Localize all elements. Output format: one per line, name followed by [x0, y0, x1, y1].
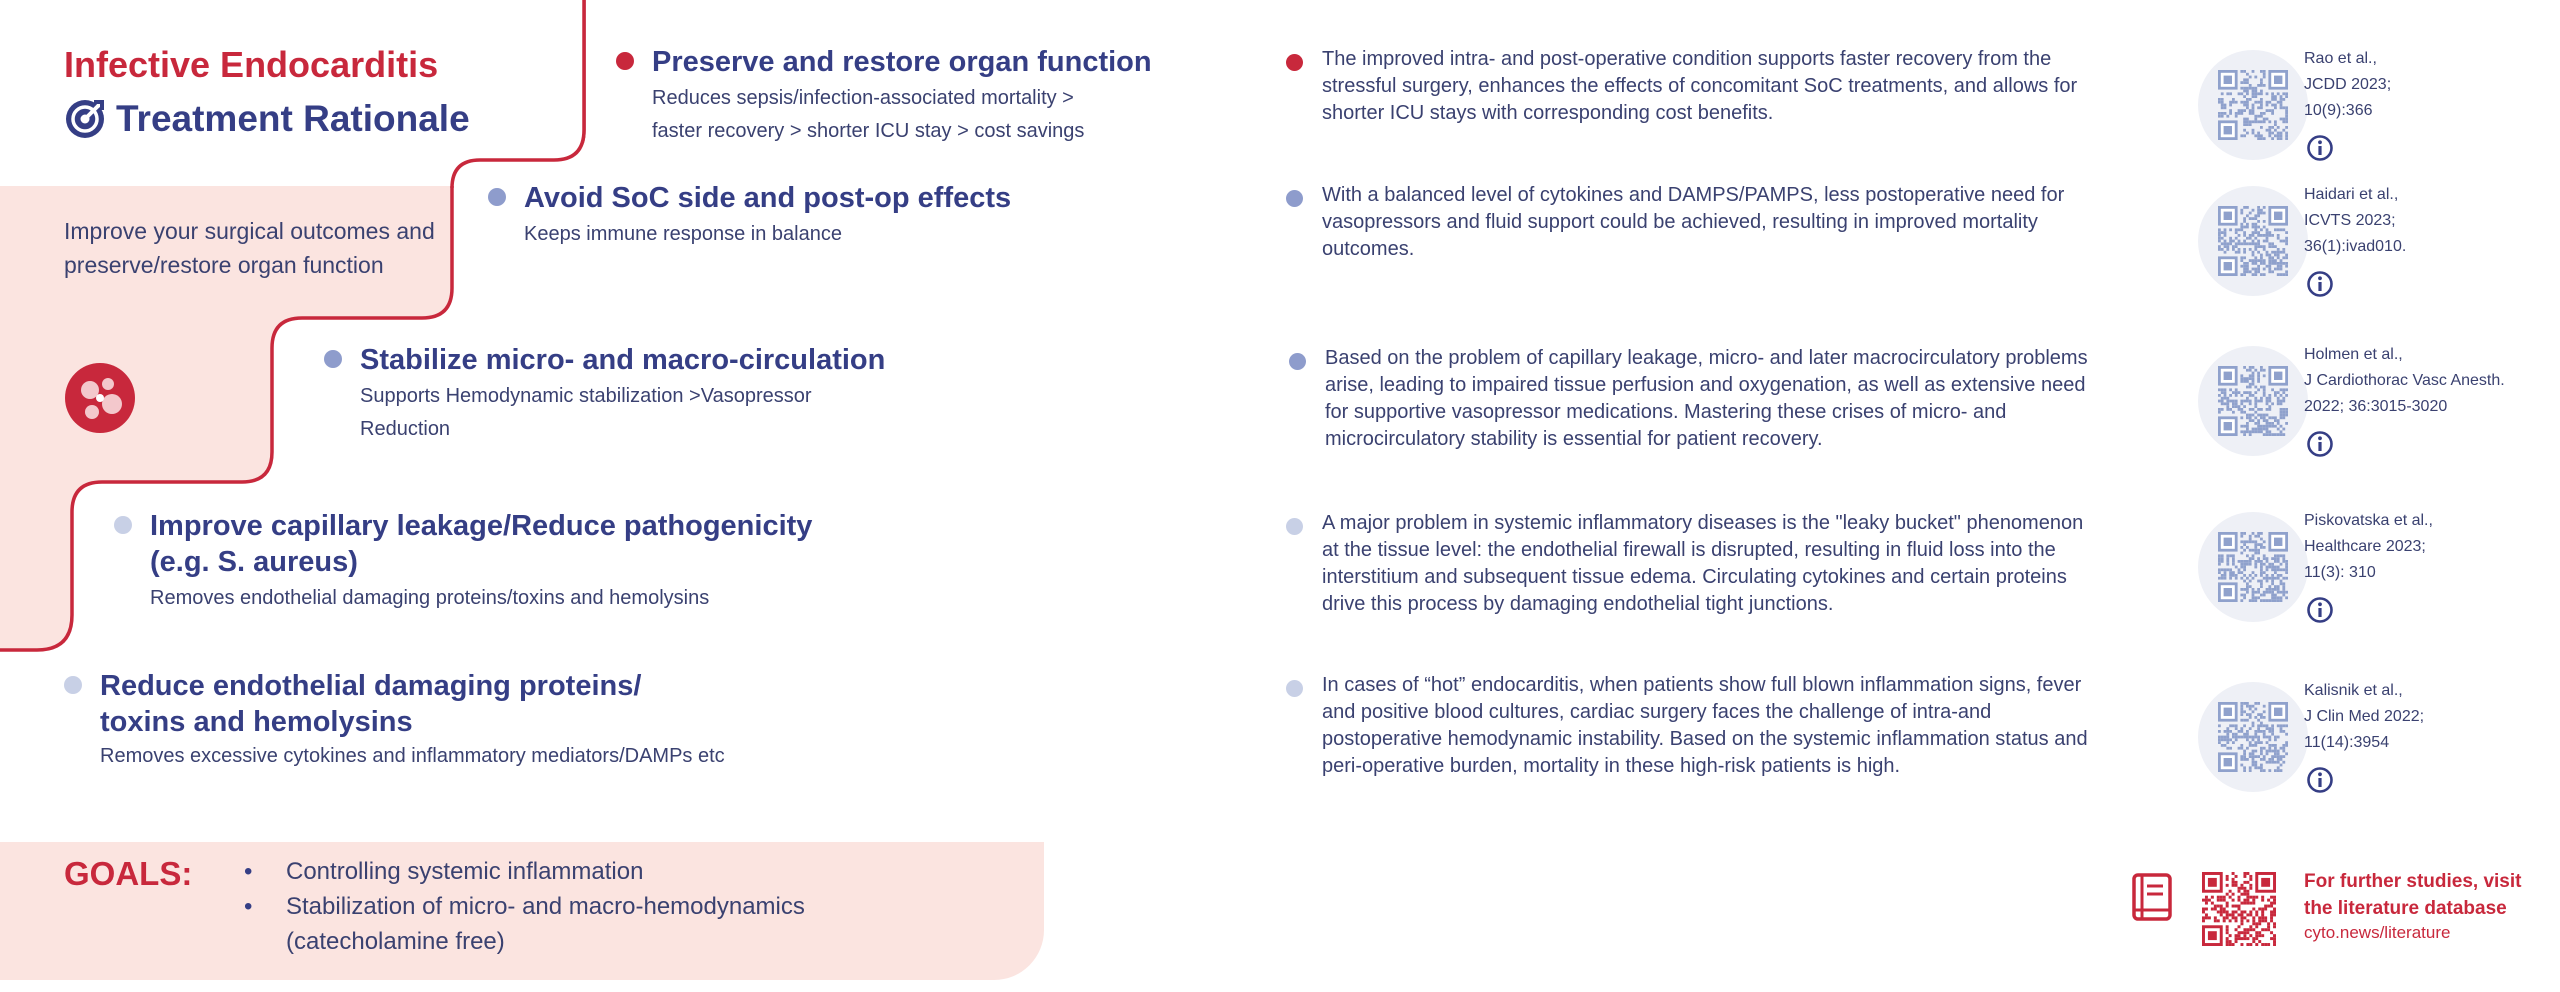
- explanation-line: for supportive vasopressor medications. Mastering these crises of micro- and: [1325, 401, 2007, 423]
- step-1: [652, 44, 1152, 148]
- step-4-bullet: [114, 516, 132, 534]
- reference-line: Rao et al.,: [2304, 50, 2377, 67]
- reference-line: 11(3): 310: [2304, 564, 2376, 581]
- step-5: [100, 668, 725, 773]
- reference-4: [2304, 508, 2433, 586]
- reference-2: [2304, 182, 2406, 260]
- step-3: [360, 342, 885, 446]
- explanation-line: The improved intra- and post-operative condition supports faster recovery from the: [1322, 48, 2052, 70]
- further-studies-line: the literature database: [2304, 898, 2507, 919]
- qr-code-icon: [2218, 206, 2288, 276]
- goals-item-line: Controlling systemic inflammation: [286, 858, 644, 885]
- qr-code-icon: [2218, 532, 2288, 602]
- explanation-line: A major problem in systemic inflammatory diseases is the "leaky bucket" phenomenon: [1322, 512, 2084, 534]
- goals-bullet: •: [244, 858, 253, 885]
- reference-3-qr[interactable]: [2198, 346, 2308, 456]
- staircase-top-mask: [0, 0, 584, 186]
- explanation-line: stressful surgery, enhances the effects of concomitant SoC treatments, and allows for: [1322, 75, 2078, 97]
- further-studies-text: [2304, 868, 2544, 922]
- step-3-sub: [360, 380, 885, 446]
- step-5-sub: [100, 740, 725, 773]
- goals-item-line: (catecholamine free): [286, 928, 505, 955]
- explanation-line: microcirculatory stability is essential for patient recovery.: [1325, 428, 1823, 450]
- goals-label: GOALS:: [64, 855, 193, 892]
- step-5-heading: [100, 668, 725, 740]
- title-line-1: Infective Endocarditis: [64, 44, 439, 85]
- step-4-heading: [150, 508, 812, 580]
- reference-line: 10(9):366: [2304, 102, 2373, 119]
- step-3-heading: Stabilize micro- and macro-circulation: [360, 344, 886, 376]
- reference-line: 11(14):3954: [2304, 734, 2390, 751]
- step-4-heading-line: Improve capillary leakage/Reduce pathogenicity: [150, 510, 813, 542]
- reference-1-qr[interactable]: [2198, 50, 2308, 160]
- goals-item: [244, 889, 805, 959]
- info-icon[interactable]: [2306, 766, 2334, 794]
- explanation-line: at the tissue level: the endothelial firewall is disrupted, resulting in fluid loss into the: [1322, 539, 2056, 561]
- reference-5: [2304, 678, 2424, 756]
- reference-line: 2022; 36:3015-3020: [2304, 398, 2448, 415]
- step-5-heading-line: Reduce endothelial damaging proteins/: [100, 670, 642, 702]
- explanation-2: [1322, 182, 2132, 263]
- explanation-1: [1322, 46, 2132, 127]
- explanation-line: drive this process by damaging endothelial tight junctions.: [1322, 593, 1834, 615]
- explanation-line: outcomes.: [1322, 238, 1415, 260]
- goals-bullet: •: [244, 893, 253, 920]
- reference-line: Healthcare 2023;: [2304, 538, 2426, 555]
- explanation-4-bullet: [1286, 518, 1303, 535]
- step-4-sub-line: Removes endothelial damaging proteins/toxins and hemolysins: [150, 587, 710, 609]
- further-studies-line: For further studies, visit: [2304, 871, 2522, 892]
- step-2-sub-line: Keeps immune response in balance: [524, 223, 842, 245]
- step-2: [524, 180, 1011, 251]
- reference-line: Piskovatska et al.,: [2304, 512, 2433, 529]
- reference-line: ICVTS 2023;: [2304, 212, 2396, 229]
- explanation-line: and positive blood cultures, cardiac surgery faces the challenge of intra-and: [1322, 701, 1992, 723]
- goals-item-line: Stabilization of micro- and macro-hemodynamics: [286, 893, 805, 920]
- title-line-2: [64, 98, 470, 140]
- step-4-heading-line: (e.g. S. aureus): [150, 546, 358, 578]
- step-3-sub-line: Supports Hemodynamic stabilization >Vasopressor: [360, 385, 812, 407]
- reference-line: J Cardiothorac Vasc Anesth.: [2304, 372, 2505, 389]
- explanation-line: interstitium and subsequent tissue edema. Circulating cytokines and certain proteins: [1322, 566, 2067, 588]
- step-2-sub: [524, 218, 1011, 251]
- explanation-line: arise, leading to impaired tissue perfusion and oxygenation, as well as extensive need: [1325, 374, 2086, 396]
- explanation-line: Based on the problem of capillary leakage, micro- and later macrocirculatory problems: [1325, 347, 2088, 369]
- step-2-bullet: [488, 188, 506, 206]
- info-icon[interactable]: [2306, 270, 2334, 298]
- explanation-line: peri-operative burden, mortality in these high-risk patients is high.: [1322, 755, 1901, 777]
- explanation-3-bullet: [1289, 353, 1306, 370]
- step-3-bullet: [324, 350, 342, 368]
- literature-link[interactable]: cyto.news/literature: [2304, 923, 2451, 942]
- explanation-line: In cases of “hot” endocarditis, when patients show full blown inflammation signs, fever: [1322, 674, 2082, 696]
- info-icon[interactable]: [2306, 430, 2334, 458]
- cytosorbents-logo: [64, 362, 136, 434]
- reference-3: [2304, 342, 2505, 420]
- step-1-sub-line: faster recovery > shorter ICU stay > cost savings: [652, 120, 1085, 142]
- explanation-line: vasopressors and fluid support could be achieved, resulting in improved mortality: [1322, 211, 2038, 233]
- reference-line: Kalisnik et al.,: [2304, 682, 2403, 699]
- reference-1: [2304, 46, 2391, 124]
- step-1-sub: [652, 82, 1152, 148]
- step-3-sub-line: Reduction: [360, 418, 451, 440]
- reference-line: Holmen et al.,: [2304, 346, 2403, 363]
- step-1-bullet: [616, 52, 634, 70]
- step-4: [150, 508, 812, 615]
- reference-4-qr[interactable]: [2198, 512, 2308, 622]
- explanation-line: shorter ICU stays with corresponding cost benefits.: [1322, 102, 1774, 124]
- step-5-bullet: [64, 676, 82, 694]
- step-4-sub: [150, 582, 812, 615]
- explanation-4: [1322, 510, 2132, 618]
- step-5-sub-line: Removes excessive cytokines and inflammatory mediators/DAMPs etc: [100, 745, 725, 767]
- info-icon[interactable]: [2306, 596, 2334, 624]
- qr-code-icon: [2218, 366, 2288, 436]
- title-line-2-text: Treatment Rationale: [116, 98, 470, 139]
- qr-code-icon: [2218, 70, 2288, 140]
- info-icon[interactable]: [2306, 134, 2334, 162]
- step-5-heading-line: toxins and hemolysins: [100, 706, 413, 738]
- target-arrow-icon: [64, 98, 106, 140]
- reference-5-qr[interactable]: [2198, 682, 2308, 792]
- reference-line: Haidari et al.,: [2304, 186, 2399, 203]
- reference-line: 36(1):ivad010.: [2304, 238, 2407, 255]
- step-1-sub-line: Reduces sepsis/infection-associated mortality >: [652, 87, 1074, 109]
- explanation-line: With a balanced level of cytokines and DAMPS/PAMPS, less postoperative need for: [1322, 184, 2065, 206]
- book-icon: [2130, 872, 2174, 922]
- goals-item: [244, 854, 805, 889]
- reference-2-qr[interactable]: [2198, 186, 2308, 296]
- step-2-heading: Avoid SoC side and post-op effects: [524, 182, 1012, 214]
- explanation-5: [1322, 672, 2132, 780]
- explanation-3: [1325, 345, 2135, 453]
- qr-code-icon: [2218, 702, 2288, 772]
- explanation-2-bullet: [1286, 190, 1303, 207]
- literature-qr-code[interactable]: [2202, 872, 2276, 946]
- intro-text: Improve your surgical outcomes and preserve/restore organ function: [64, 218, 435, 278]
- explanation-5-bullet: [1286, 680, 1303, 697]
- explanation-line: postoperative hemodynamic instability. Based on the systemic inflammation status and: [1322, 728, 2088, 750]
- reference-line: JCDD 2023;: [2304, 76, 2392, 93]
- reference-line: J Clin Med 2022;: [2304, 708, 2425, 725]
- explanation-1-bullet: [1286, 54, 1303, 71]
- goals-list: [244, 854, 805, 959]
- step-1-heading: Preserve and restore organ function: [652, 46, 1152, 78]
